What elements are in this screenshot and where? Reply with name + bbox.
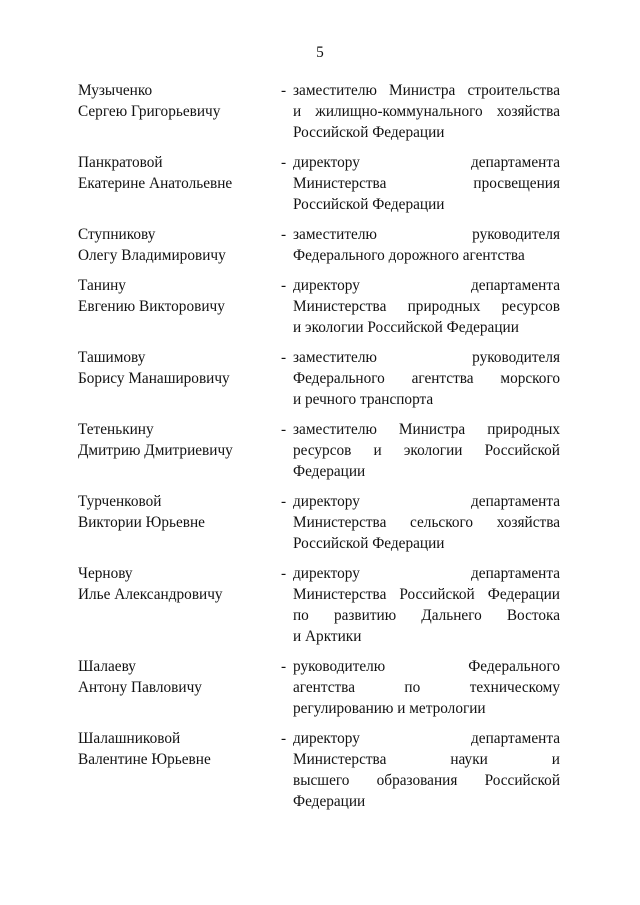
- position-title-line: директору департамента: [293, 730, 560, 747]
- person-name: [78, 347, 278, 389]
- person-name-line: Шалашниковой: [78, 730, 181, 747]
- person-name-line: Евгению Викторовичу: [78, 298, 225, 315]
- person-name-line: Чернову: [78, 565, 133, 582]
- appointment-list: [78, 80, 560, 821]
- position-title: [293, 224, 560, 266]
- position-title: [293, 80, 560, 143]
- dash-separator: -: [281, 493, 287, 510]
- position-title-line: Министерства науки и: [293, 751, 560, 768]
- person-name-line: Музыченко: [78, 82, 153, 99]
- page-number: 5: [316, 44, 324, 61]
- person-name-line: Танину: [78, 277, 126, 294]
- position-title: [293, 275, 560, 338]
- list-item: [78, 728, 560, 812]
- position-title-line: ресурсов и экологии Российской: [293, 442, 560, 459]
- position-title-line: и речного транспорта: [293, 391, 434, 408]
- position-title: [293, 563, 560, 647]
- position-title-line: и Арктики: [293, 628, 362, 645]
- position-title-line: Министерства природных ресурсов: [293, 298, 560, 315]
- position-title-line: и экологии Российской Федерации: [293, 319, 519, 336]
- list-item: [78, 275, 560, 338]
- list-item: [78, 563, 560, 647]
- list-item: [78, 347, 560, 410]
- position-title: [293, 656, 560, 719]
- person-name-line: Валентине Юрьевне: [78, 751, 211, 768]
- position-title-line: Федерации: [293, 463, 366, 480]
- position-title-line: регулированию и метрологии: [293, 700, 486, 717]
- dash-separator: -: [281, 82, 287, 99]
- position-title-line: высшего образования Российской: [293, 772, 560, 789]
- person-name-line: Антону Павловичу: [78, 679, 202, 696]
- position-title-line: руководителю Федерального: [293, 658, 560, 675]
- list-item: [78, 656, 560, 719]
- position-title: [293, 347, 560, 410]
- dash-separator: -: [281, 421, 287, 438]
- person-name: [78, 152, 278, 194]
- dash-separator: -: [281, 730, 287, 747]
- position-title-line: Министерства просвещения: [293, 175, 560, 192]
- person-name-line: Шалаеву: [78, 658, 136, 675]
- position-title-line: заместителю руководителя: [293, 349, 560, 366]
- person-name: [78, 275, 278, 317]
- list-item: [78, 80, 560, 143]
- position-title-line: директору департамента: [293, 277, 560, 294]
- person-name-line: Виктории Юрьевне: [78, 514, 205, 531]
- position-title-line: директору департамента: [293, 493, 560, 510]
- position-title-line: Российской Федерации: [293, 535, 445, 552]
- position-title: [293, 152, 560, 215]
- dash-separator: -: [281, 565, 287, 582]
- person-name-line: Ташимову: [78, 349, 146, 366]
- position-title-line: по развитию Дальнего Востока: [293, 607, 560, 624]
- position-title-line: Российской Федерации: [293, 124, 445, 141]
- position-title-line: Федерации: [293, 793, 366, 810]
- person-name: [78, 224, 278, 266]
- position-title-line: директору департамента: [293, 154, 560, 171]
- person-name: [78, 656, 278, 698]
- position-title-line: заместителю руководителя: [293, 226, 560, 243]
- dash-separator: -: [281, 349, 287, 366]
- list-item: [78, 419, 560, 482]
- position-title-line: и жилищно-коммунального хозяйства: [293, 103, 560, 120]
- person-name: [78, 563, 278, 605]
- dash-separator: -: [281, 277, 287, 294]
- person-name-line: Илье Александровичу: [78, 586, 223, 603]
- person-name-line: Панкратовой: [78, 154, 163, 171]
- person-name: [78, 491, 278, 533]
- position-title-line: директору департамента: [293, 565, 560, 582]
- position-title-line: Федерального дорожного агентства: [293, 247, 525, 264]
- person-name: [78, 80, 278, 122]
- position-title-line: Министерства сельского хозяйства: [293, 514, 560, 531]
- position-title: [293, 419, 560, 482]
- person-name-line: Дмитрию Дмитриевичу: [78, 442, 233, 459]
- person-name: [78, 419, 278, 461]
- position-title-line: Министерства Российской Федерации: [293, 586, 560, 603]
- dash-separator: -: [281, 154, 287, 171]
- person-name-line: Олегу Владимировичу: [78, 247, 226, 264]
- person-name-line: Ступникову: [78, 226, 156, 243]
- position-title: [293, 728, 560, 812]
- person-name-line: Борису Манашировичу: [78, 370, 230, 387]
- list-item: [78, 152, 560, 215]
- list-item: [78, 491, 560, 554]
- position-title-line: агентства по техническому: [293, 679, 560, 696]
- position-title-line: заместителю Министра природных: [293, 421, 560, 438]
- dash-separator: -: [281, 658, 287, 675]
- position-title-line: Федерального агентства морского: [293, 370, 560, 387]
- person-name-line: Турченковой: [78, 493, 162, 510]
- person-name: [78, 728, 278, 770]
- person-name-line: Сергею Григорьевичу: [78, 103, 221, 120]
- dash-separator: -: [281, 226, 287, 243]
- person-name-line: Тетенькину: [78, 421, 154, 438]
- person-name-line: Екатерине Анатольевне: [78, 175, 233, 192]
- position-title-line: Российской Федерации: [293, 196, 445, 213]
- position-title: [293, 491, 560, 554]
- position-title-line: заместителю Министра строительства: [293, 82, 560, 99]
- list-item: [78, 224, 560, 266]
